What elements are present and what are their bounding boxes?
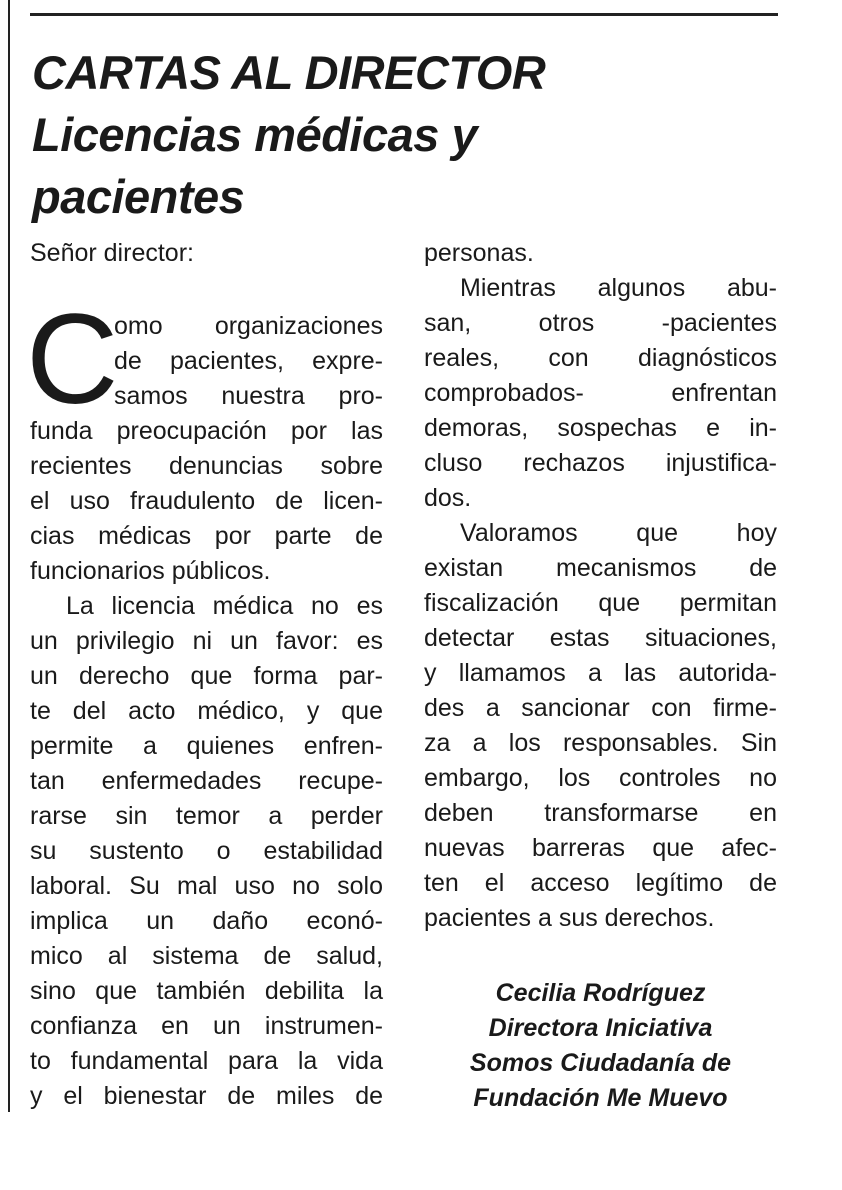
right-column xyxy=(424,236,777,1116)
text-line: san, otros -pacientes xyxy=(424,309,777,337)
text-line: comprobados- enfrentan xyxy=(424,379,777,407)
signature-foundation: Fundación Me Muevo xyxy=(473,1084,728,1112)
text-line: implica un daño econó- xyxy=(30,907,383,935)
text-line: omo organizaciones xyxy=(114,312,383,340)
article-title-line-2: pacientes xyxy=(32,170,245,223)
signature-organization: Somos Ciudadanía de xyxy=(469,1049,732,1077)
text-line: pacientes a sus derechos. xyxy=(424,904,715,932)
text-line: demoras, sospechas e in- xyxy=(424,414,777,442)
text-line: nuevas barreras que afec- xyxy=(424,834,777,862)
text-line: mico al sistema de salud, xyxy=(30,942,383,970)
text-line: to fundamental para la vida xyxy=(30,1047,383,1075)
text-line: rarse sin temor a perder xyxy=(30,802,383,830)
text-line: tan enfermedades recupe- xyxy=(30,767,383,795)
text-line: cluso rechazos injustifica- xyxy=(424,449,777,477)
text-line: recientes denuncias sobre xyxy=(30,452,383,480)
text-line: des a sancionar con firme- xyxy=(424,694,777,722)
text-line: reales, con diagnósticos xyxy=(424,344,777,372)
signature-name: Cecilia Rodríguez xyxy=(495,979,706,1007)
column-rule-vertical xyxy=(8,0,10,1112)
text-line: existan mecanismos de xyxy=(424,554,777,582)
text-line: y el bienestar de miles de xyxy=(30,1082,383,1110)
text-line: deben transformarse en xyxy=(424,799,777,827)
text-line: y llamamos a las autorida- xyxy=(424,659,777,687)
left-column xyxy=(26,236,383,1114)
text-line: te del acto médico, y que xyxy=(30,697,383,725)
text-line: fiscalización que permitan xyxy=(424,589,777,617)
text-line: sino que también debilita la xyxy=(30,977,383,1005)
text-line: de pacientes, expre- xyxy=(114,347,383,375)
text-line: detectar estas situaciones, xyxy=(424,624,777,652)
text-line: za a los responsables. Sin xyxy=(424,729,777,757)
text-line: ten el acceso legítimo de xyxy=(424,869,777,897)
text-line: samos nuestra pro- xyxy=(114,382,383,410)
text-line: laboral. Su mal uso no solo xyxy=(30,872,383,900)
section-title: CARTAS AL DIRECTOR xyxy=(32,46,546,99)
signature-role: Directora Iniciativa xyxy=(488,1014,713,1042)
text-line: Valoramos que hoy xyxy=(460,519,777,547)
text-line: permite a quienes enfren- xyxy=(30,732,383,760)
text-line: funda preocupación por las xyxy=(30,417,383,445)
text-line: personas. xyxy=(424,239,534,267)
drop-cap-letter: C xyxy=(26,288,119,431)
text-line: cias médicas por parte de xyxy=(30,522,383,550)
salutation: Señor director: xyxy=(30,239,194,267)
text-line: el uso fraudulento de licen- xyxy=(30,487,383,515)
text-line: confianza en un instrumen- xyxy=(30,1012,383,1040)
text-line: dos. xyxy=(424,484,472,512)
article-title-line-1: Licencias médicas y xyxy=(32,108,478,161)
article-heading xyxy=(32,42,772,228)
text-line: La licencia médica no es xyxy=(66,592,383,620)
text-line: funcionarios públicos. xyxy=(30,557,271,585)
top-rule xyxy=(30,13,778,16)
signature-block xyxy=(424,976,777,1116)
text-line: un derecho que forma par- xyxy=(30,662,383,690)
text-line: Mientras algunos abu- xyxy=(460,274,777,302)
text-line: embargo, los controles no xyxy=(424,764,777,792)
text-line: su sustento o estabilidad xyxy=(30,837,383,865)
text-line: un privilegio ni un favor: es xyxy=(30,627,383,655)
